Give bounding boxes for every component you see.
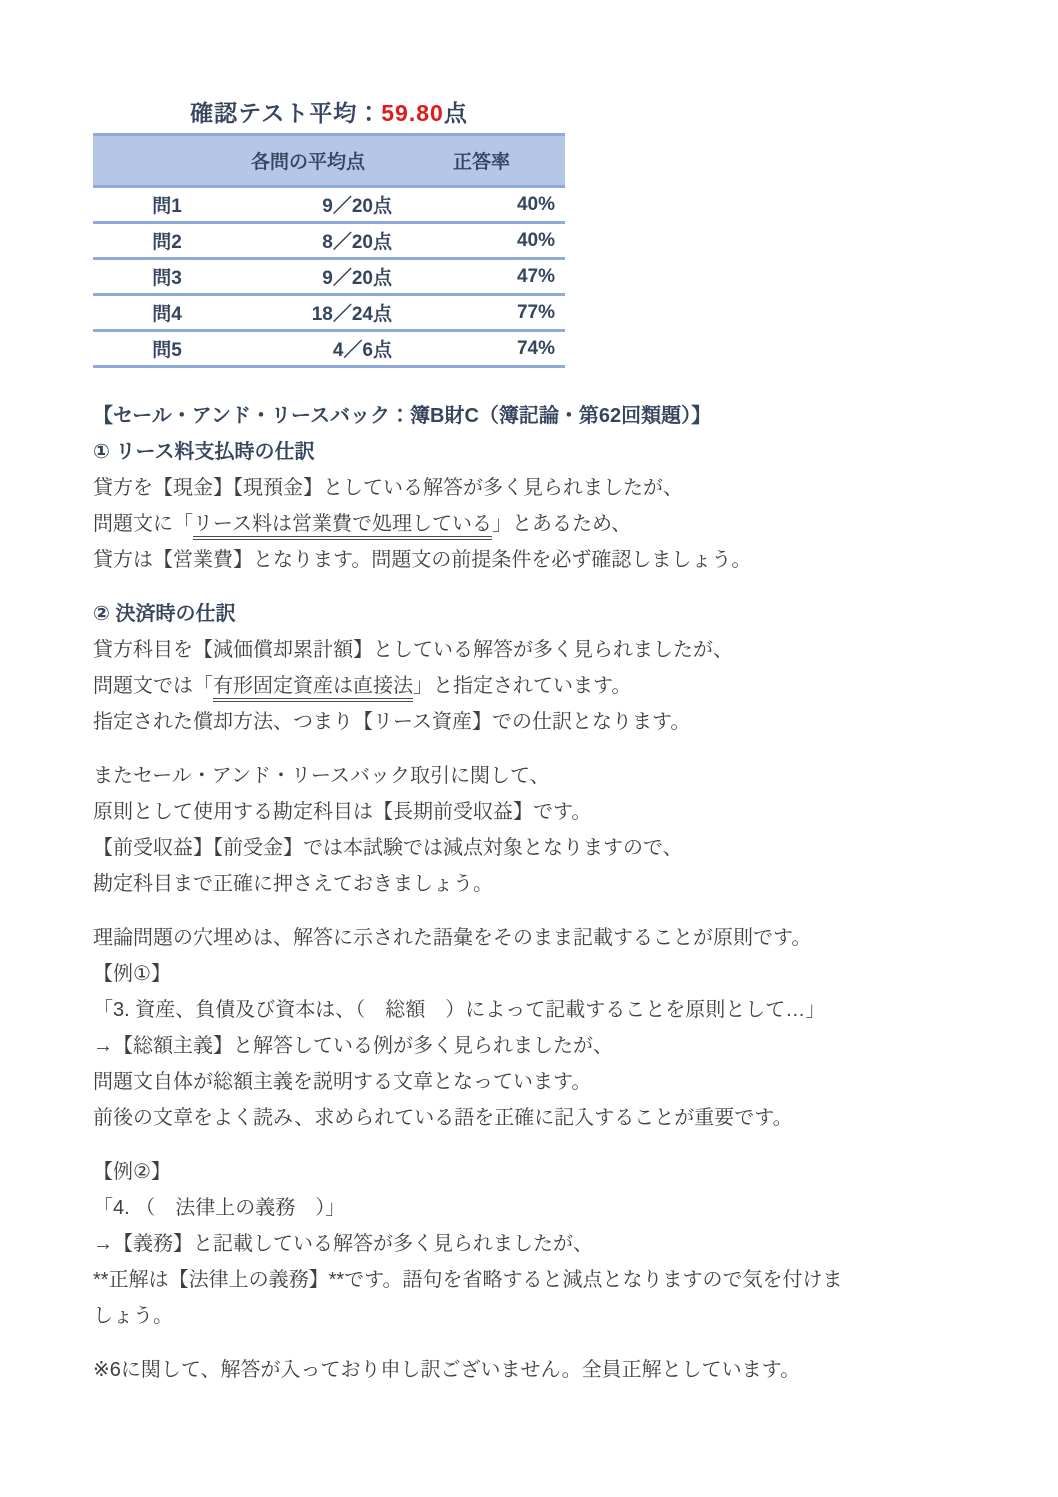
text-run: 【セール・アンド・リースバック：簿B財C（簿記論・第62回類題）】: [93, 405, 712, 427]
text-run: ② 決済時の仕訳: [93, 603, 236, 625]
header-rate: 正答率: [398, 135, 565, 187]
average-cell: 8／20点: [218, 223, 398, 259]
text-run: 「4. （ 法律上の義務 ）」: [93, 1197, 346, 1219]
text-run: 貸方は【営業費】となります。問題文の前提条件を必ず確認しましょう。: [93, 549, 752, 571]
text-line: [93, 758, 1058, 794]
underlined-text: 有形固定資産は直接法: [213, 675, 413, 702]
text-line: [93, 920, 1058, 956]
table-row: [93, 295, 565, 331]
table-row: [93, 259, 565, 295]
text-run: またセール・アンド・リースバック取引に関して、: [93, 765, 550, 787]
text-run: →【義務】と記載している解答が多く見られましたが、: [93, 1233, 593, 1255]
text-run: 【例②】: [93, 1161, 171, 1183]
rate-cell: 40%: [398, 187, 565, 223]
text-line: [93, 506, 1058, 542]
section-heading: [93, 596, 1058, 632]
table-row: [93, 331, 565, 367]
text-line: [93, 866, 1058, 902]
paragraph-gap: [93, 740, 1058, 758]
question-cell: 問2: [93, 223, 218, 259]
text-line: [93, 1064, 1058, 1100]
paragraph-gap: [93, 902, 1058, 920]
text-run: 原則として使用する勘定科目は【長期前受収益】です。: [93, 801, 592, 823]
average-cell: 9／20点: [218, 187, 398, 223]
text-line: [93, 542, 1058, 578]
text-run: 」と指定されています。: [413, 675, 632, 697]
notes-content: [93, 398, 1058, 1388]
text-line: [93, 632, 1058, 668]
paragraph-gap: [93, 1334, 1058, 1352]
text-line: [93, 956, 1058, 992]
table-row: [93, 187, 565, 223]
text-line: [93, 470, 1058, 506]
rate-cell: 74%: [398, 331, 565, 367]
text-line: [93, 830, 1058, 866]
section-heading: [93, 398, 1058, 434]
header-row: [93, 135, 565, 187]
text-run: →【総額主義】と解答している例が多く見られましたが、: [93, 1035, 613, 1057]
section-heading: [93, 434, 1058, 470]
underlined-text: リース料は営業費で処理している: [193, 513, 492, 540]
text-line: [93, 704, 1058, 740]
text-line: [93, 794, 1058, 830]
average-cell: 4／6点: [218, 331, 398, 367]
rate-cell: 47%: [398, 259, 565, 295]
page-title: [190, 100, 468, 126]
header-average: 各問の平均点: [218, 135, 398, 187]
text-run: 指定された償却方法、つまり【リース資産】での仕訳となります。: [93, 711, 691, 733]
text-run: 」とあるため、: [492, 513, 632, 535]
text-line: [93, 1028, 1058, 1064]
rate-cell: 77%: [398, 295, 565, 331]
text-run: 貸方科目を【減価償却累計額】としている解答が多く見られましたが、: [93, 639, 733, 661]
text-line: [93, 992, 1058, 1028]
rate-cell: 40%: [398, 223, 565, 259]
average-cell: 18／24点: [218, 295, 398, 331]
question-cell: 問1: [93, 187, 218, 223]
score-table-head: [93, 135, 565, 187]
text-line: [93, 1190, 1058, 1226]
question-cell: 問4: [93, 295, 218, 331]
text-run: しょう。: [93, 1305, 173, 1327]
paragraph-gap: [93, 578, 1058, 596]
header-question: [93, 135, 218, 187]
score-table-body: [93, 187, 565, 367]
text-run: 貸方を【現金】【現預金】としている解答が多く見られましたが、: [93, 477, 683, 499]
text-line: [93, 1154, 1058, 1190]
question-cell: 問3: [93, 259, 218, 295]
paragraph-gap: [93, 1136, 1058, 1154]
question-cell: 問5: [93, 331, 218, 367]
score-table: [93, 133, 565, 368]
text-line: [93, 668, 1058, 704]
text-run: **正解は【法律上の義務】**です。語句を省略すると減点となりますので気を付けま: [93, 1269, 843, 1291]
title-block: [93, 100, 565, 126]
table-row: [93, 223, 565, 259]
text-line: [93, 1352, 1058, 1388]
text-run: 【例①】: [93, 963, 171, 985]
text-line: [93, 1298, 1058, 1334]
text-run: ① リース料支払時の仕訳: [93, 441, 315, 463]
text-run: 「3. 資産、負債及び資本は、（ 総額 ）によって記載することを原則として…」: [93, 999, 826, 1021]
text-run: 前後の文章をよく読み、求められている語を正確に記入することが重要です。: [93, 1107, 793, 1129]
text-run: 理論問題の穴埋めは、解答に示された語彙をそのまま記載することが原則です。: [93, 927, 812, 949]
text-run: 問題文自体が総額主義を説明する文章となっています。: [93, 1071, 592, 1093]
title-prefix: 確認テスト平均：: [190, 100, 382, 126]
text-line: [93, 1100, 1058, 1136]
average-cell: 9／20点: [218, 259, 398, 295]
text-line: [93, 1262, 1058, 1298]
text-run: ※6に関して、解答が入っており申し訳ございません。全員正解としています。: [93, 1359, 801, 1381]
title-suffix: 点: [443, 100, 468, 126]
text-run: 勘定科目まで正確に押さえておきましょう。: [93, 873, 493, 895]
text-run: 問題文では「: [93, 675, 213, 697]
text-run: 問題文に「: [93, 513, 193, 535]
average-score-value: 59.80: [381, 100, 444, 126]
text-run: 【前受収益】【前受金】では本試験では減点対象となりますので、: [93, 837, 683, 859]
text-line: [93, 1226, 1058, 1262]
